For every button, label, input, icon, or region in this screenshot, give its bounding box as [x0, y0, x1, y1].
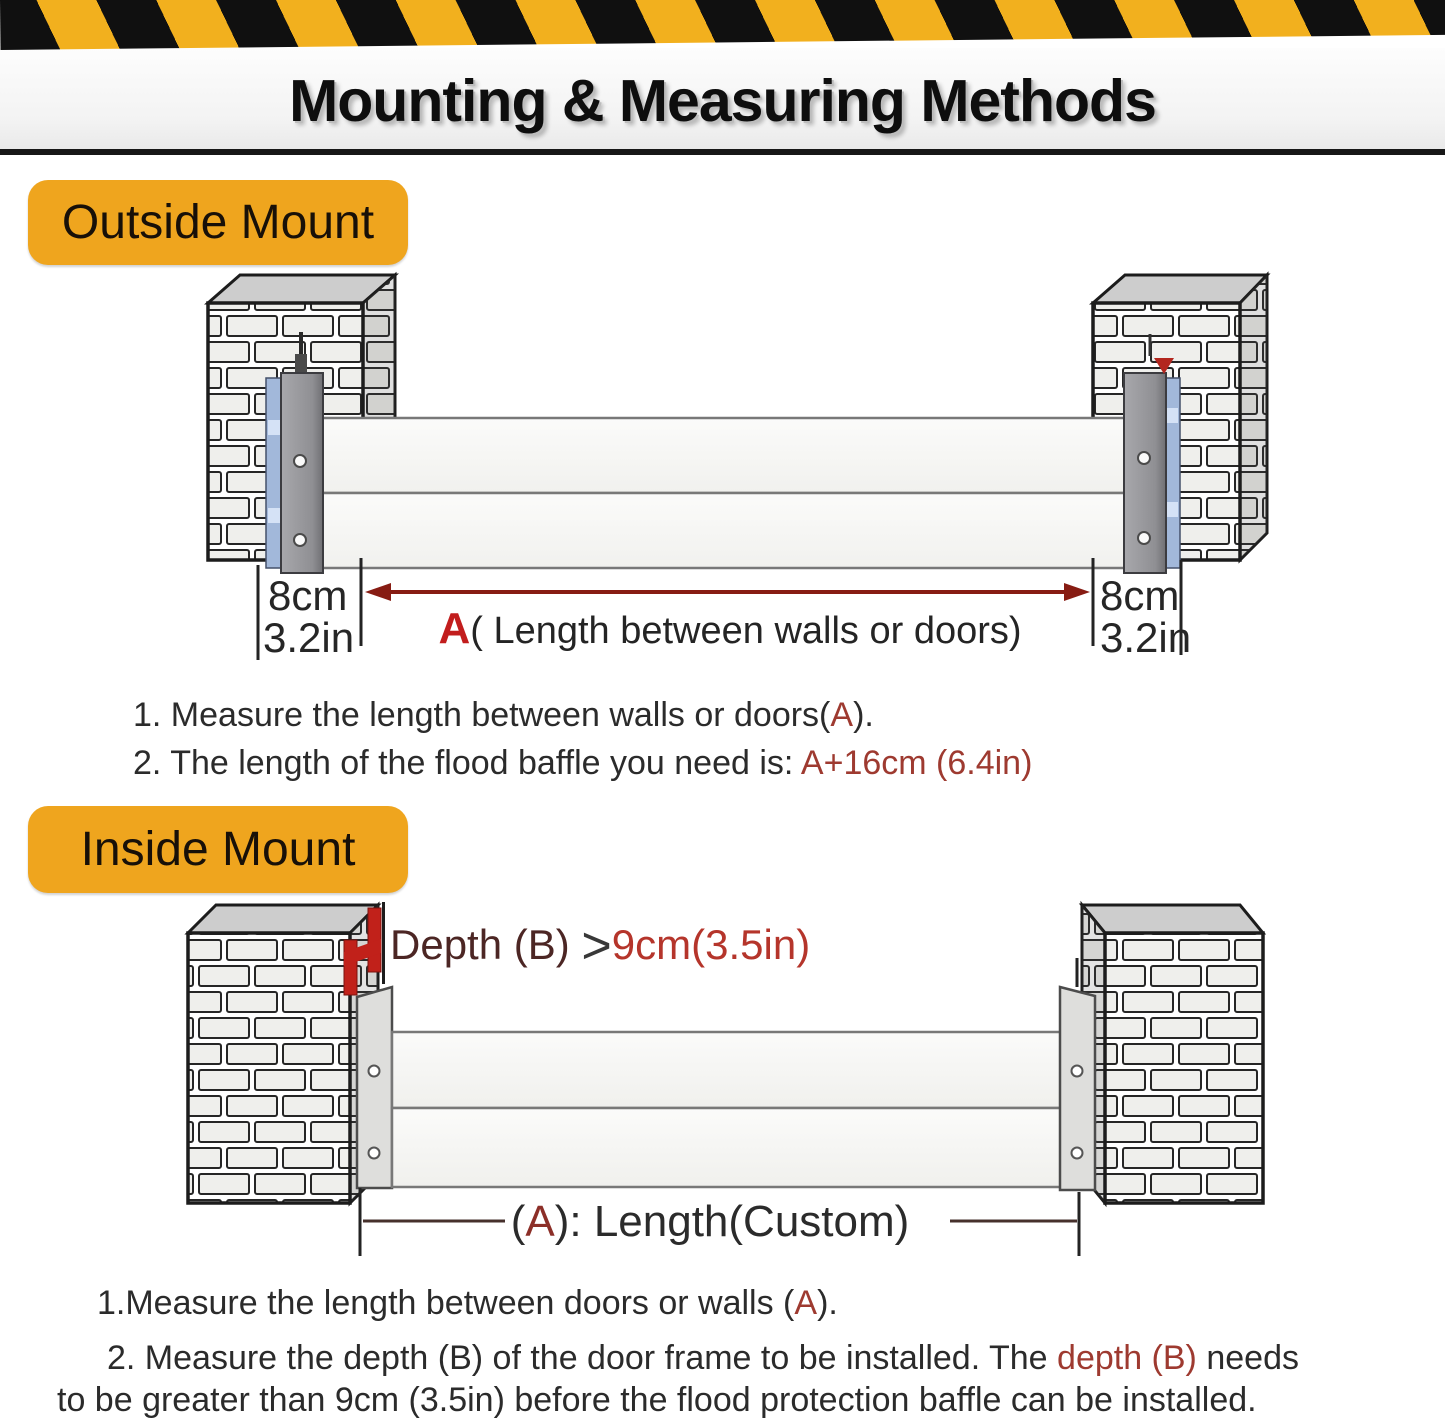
- inside-mount-badge-label: Inside Mount: [80, 823, 356, 876]
- arrow-head-left-icon: [365, 583, 391, 601]
- outside-mount-badge: [28, 180, 408, 265]
- left-gap-cm-label: 8cm: [268, 572, 348, 619]
- inside-step-2-line-2: to be greater than 9cm (3.5in) before the flood protection baffle can be installed.: [57, 1381, 1257, 1419]
- inside-barrier-planks: [392, 1032, 1062, 1187]
- depth-label: Depth (B): [390, 921, 582, 968]
- span-length-text: ( Length between walls or doors): [470, 610, 1022, 652]
- greater-than-sign: >: [581, 917, 612, 975]
- flood-barrier-planks: [318, 418, 1134, 568]
- depth-value: 9cm(3.5in): [611, 921, 811, 968]
- outside-step-2: 2. The length of the flood baffle you need is: A+16cm (6.4in): [133, 744, 1033, 782]
- inside-left-channel: [357, 987, 392, 1188]
- span-length-letter: A: [438, 604, 471, 653]
- inside-step-1: 1.Measure the length between doors or walls (A).: [97, 1284, 838, 1322]
- outside-mount-badge-label: Outside Mount: [61, 196, 375, 249]
- inside-length-label: (A): Length(Custom): [510, 1197, 910, 1246]
- inside-step-2-line-1: 2. Measure the depth (B) of the door frame to be installed. The depth (B) needs: [107, 1339, 1299, 1377]
- inside-right-pillar: [1082, 905, 1263, 1203]
- outside-step-1: 1. Measure the length between walls or doors(A).: [133, 696, 874, 734]
- title-underline: [0, 149, 1445, 155]
- arrow-head-right-icon: [1064, 583, 1090, 601]
- right-gap-cm-label: 8cm: [1100, 572, 1180, 619]
- page-title: Mounting & Measuring Methods: [289, 68, 1156, 134]
- depth-annotation: [390, 916, 810, 976]
- inside-mount-badge: [28, 806, 408, 893]
- right-gap-in-label: 3.2in: [1100, 614, 1192, 661]
- left-gap-in-label: 3.2in: [263, 614, 355, 661]
- caution-stripes: [0, 0, 1445, 50]
- span-length-label: [400, 604, 1060, 654]
